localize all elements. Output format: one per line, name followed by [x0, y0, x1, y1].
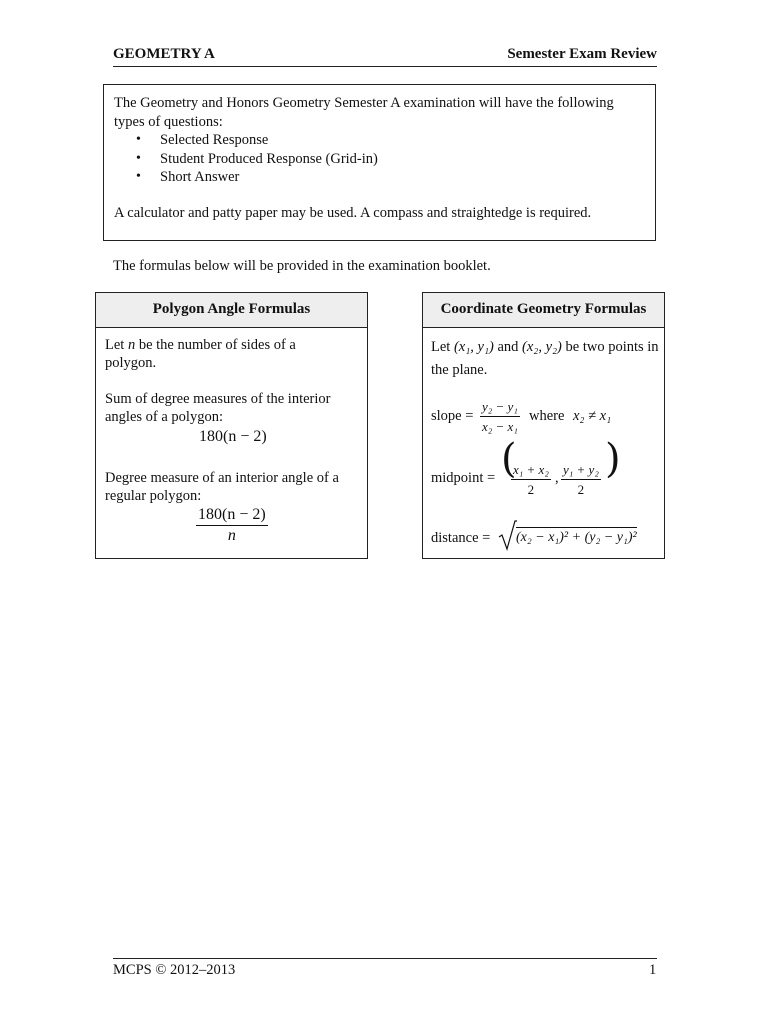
exam-info-box	[103, 84, 656, 241]
list-item: • Selected Response	[160, 131, 645, 150]
fraction-denominator: 2	[561, 479, 601, 499]
copyright: MCPS © 2012–2013	[113, 962, 236, 978]
course-title: GEOMETRY A	[113, 46, 215, 62]
slope-label: slope =	[431, 408, 474, 424]
point-1: (x₁, y₁)	[453, 339, 494, 355]
distance-label: distance =	[431, 530, 491, 546]
exam-intro-text: The Geometry and Honors Geometry Semester A examination will have the following types of questions:	[114, 95, 614, 130]
polygon-definition	[105, 336, 335, 372]
distance-expression: (x₂ − x₁)² + (y₂ − y₁)²	[516, 527, 637, 547]
midpoint-label: midpoint =	[431, 470, 496, 486]
page-number: 1	[649, 962, 657, 978]
sum-interior-formula: 180(n − 2)	[199, 428, 267, 445]
document-title: Semester Exam Review	[507, 46, 657, 62]
fraction-denominator: 2	[511, 479, 551, 499]
coordinate-formulas-title: Coordinate Geometry Formulas	[423, 293, 664, 328]
sum-interior-label: Sum of degree measures of the interior angles of a polygon:	[105, 391, 331, 425]
fraction-denominator: x₂ − x₁	[480, 416, 520, 436]
text: be two points in	[565, 339, 659, 355]
fraction-numerator: 180(n − 2)	[198, 506, 266, 523]
left-paren-icon: (	[501, 436, 517, 482]
midpoint-x-fraction	[511, 460, 551, 499]
fraction-numerator: y₁ + y₂	[563, 462, 599, 477]
slope-formula	[480, 397, 520, 436]
slope-condition: x₂ ≠ x₁	[573, 408, 612, 424]
right-paren-icon: )	[605, 436, 621, 482]
point-2: (x₂, y₂)	[522, 339, 562, 355]
midpoint-y-fraction	[561, 460, 601, 499]
provided-note: The formulas below will be provided in the examination booklet.	[113, 258, 491, 274]
question-types-list	[114, 131, 645, 187]
list-item: • Short Answer	[160, 168, 645, 187]
points-definition	[431, 338, 659, 356]
list-item: • Student Produced Response (Grid-in)	[160, 150, 645, 169]
fraction-denominator: n	[196, 525, 268, 546]
coordinate-formulas-box	[422, 292, 665, 559]
text: Let	[431, 339, 451, 355]
variable-n: n	[127, 337, 136, 353]
footer-rule	[113, 958, 657, 959]
fraction-numerator: x₁ + x₂	[513, 462, 549, 477]
regular-angle-formula	[196, 505, 268, 546]
polygon-formulas-box	[95, 292, 368, 559]
page-header	[113, 46, 657, 67]
slope-where: where	[529, 408, 565, 424]
regular-angle-label: Degree measure of an interior angle of a regular polygon:	[105, 470, 339, 504]
text: and	[497, 339, 519, 355]
fraction-numerator: y₂ − y₁	[482, 399, 518, 414]
comma: ,	[555, 470, 559, 486]
tools-note: A calculator and patty paper may be used. A compass and straightedge is required.	[114, 204, 592, 221]
polygon-formulas-title: Polygon Angle Formulas	[96, 293, 367, 328]
points-definition-cont: the plane.	[431, 362, 488, 378]
text: be the number of sides of a polygon.	[105, 337, 296, 371]
square-root-icon	[497, 519, 517, 551]
text: Let	[105, 337, 128, 353]
